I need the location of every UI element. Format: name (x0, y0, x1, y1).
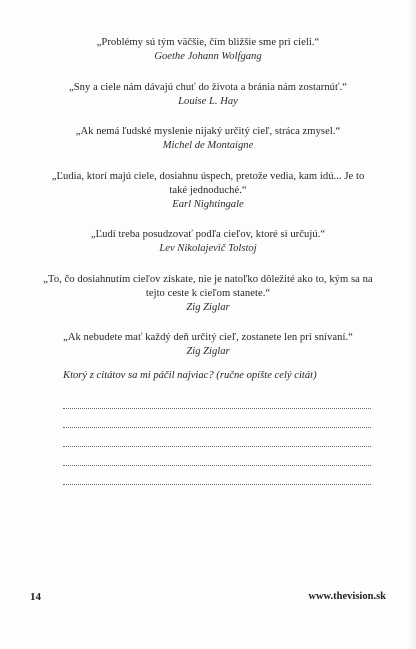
quotes-list (30, 36, 386, 376)
quote-7 (30, 331, 386, 359)
quote-text: „Problémy sú tým väčšie, čím bližšie sme pri cieli.“ (96, 37, 320, 48)
quote-6 (30, 273, 386, 315)
quote-author: Earl Nightingale (172, 198, 244, 210)
quote-2 (30, 81, 386, 109)
writing-line[interactable] (63, 447, 371, 466)
quote-text: „Sny a ciele nám dávajú chuť do života a bránia nám zostarnúť.“ (68, 81, 348, 93)
quote-text: „Ľudia, ktorí majú ciele, dosiahnu úspech, pretože vedia, kam idú... Je to také jednoduché.“ (51, 170, 365, 196)
quote-text: „Ľudí treba posudzovať podľa cieľov, ktoré si určujú.“ (90, 229, 326, 240)
writing-line[interactable] (63, 390, 371, 409)
quote-text: „Ak nemá ľudské myslenie nijaký určitý cieľ, stráca zmysel.“ (75, 126, 341, 137)
exercise-question: Ktorý z citátov sa mi páčil najviac? (ručne opíšte celý citát) (63, 370, 317, 381)
website-url: www.thevision.sk (308, 591, 386, 602)
quote-text: „To, čo dosiahnutím cieľov získate, nie je natoľko dôležité ako to, kým sa na tejto ceste k cieľom stanete.“ (43, 273, 373, 299)
quote-text: „Ak nebudete mať každý deň určitý cieľ, zostanete len pri snívaní.“ (63, 332, 353, 343)
quote-5 (30, 228, 386, 256)
quote-4 (30, 170, 386, 212)
quote-3 (30, 125, 386, 153)
writing-line[interactable] (63, 466, 371, 485)
quote-author: Goethe Johann Wolfgang (154, 51, 262, 62)
quote-author: Zig Ziglar (186, 301, 230, 313)
writing-line[interactable] (63, 409, 371, 428)
page-edge-shadow (408, 0, 416, 649)
writing-lines (63, 390, 371, 485)
quote-1 (30, 36, 386, 64)
quote-author: Michel de Montaigne (162, 140, 254, 151)
quote-author: Louise L. Hay (178, 95, 238, 107)
quote-author: Lev Nikolajevič Tolstoj (159, 243, 257, 254)
page-number: 14 (30, 591, 41, 603)
writing-line[interactable] (63, 428, 371, 447)
quote-author: Zig Ziglar (186, 346, 230, 357)
